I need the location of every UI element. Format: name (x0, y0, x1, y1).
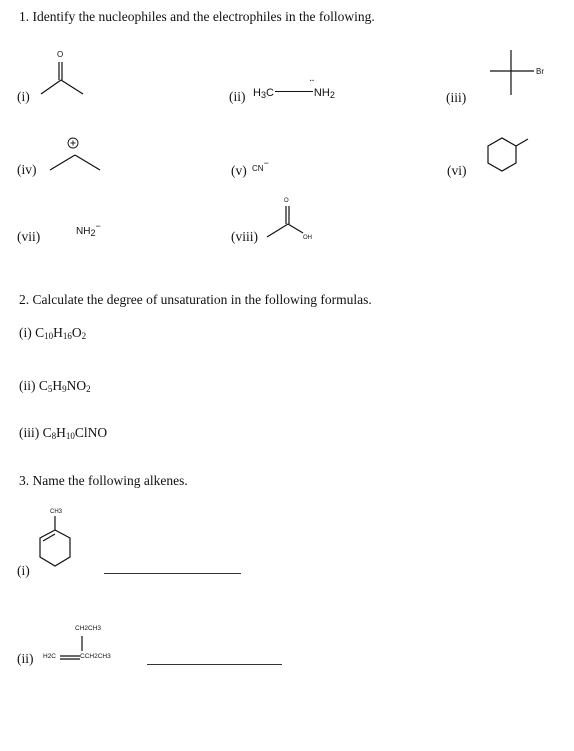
alkene-ii-structure (60, 636, 82, 659)
acetone-structure (41, 50, 83, 94)
hydroxyl-group: OH (303, 235, 312, 241)
ethyl-branch: CH2CH3 (75, 625, 102, 632)
q1-item-iii-label: (iii) (446, 90, 467, 105)
answer-blank-ii[interactable] (147, 664, 282, 665)
q1-item-ii-label: (ii) (229, 89, 246, 104)
q2-item-ii: (ii) $C_5H_9NO_2$ (19, 378, 91, 394)
question-2-title: 2. Calculate the degree of unsaturation in the following formulas. (19, 292, 372, 307)
amide-formula: $NH_2^-$ (76, 221, 101, 238)
bromine-atom: Br (536, 67, 544, 76)
q3-item-ii-label: (ii) (17, 651, 34, 666)
methylamine-formula: $H_3C$ $NH_2$ (253, 87, 335, 100)
q2-item-iii: (iii) $C_8H_{10}ClNO$ (19, 425, 108, 441)
cyclohexyl-structure (488, 138, 528, 171)
question-1-title: 1. Identify the nucleophiles and the electrophiles in the following. (19, 9, 375, 24)
q1-item-vii-label: (vii) (17, 229, 41, 244)
alkene-left-group: H2C (43, 653, 57, 660)
q1-item-v-label: (v) (231, 163, 247, 178)
answer-blank-i[interactable] (104, 573, 241, 574)
q1-item-i-label: (i) (17, 89, 30, 104)
ketone-oxygen: O (57, 50, 64, 59)
q2-item-i: (i) $C_{10}H_{16}O_2$ (19, 325, 87, 341)
carbocation-structure (50, 138, 100, 170)
lone-pair-dots: ·· (309, 76, 314, 87)
q1-item-iv-label: (iv) (17, 162, 37, 177)
q1-item-vi-label: (vi) (447, 163, 467, 178)
q1-item-viii-label: (viii) (231, 229, 258, 244)
methyl-substituent: CH3 (50, 509, 63, 515)
question-3-title: 3. Name the following alkenes. (19, 473, 188, 488)
carboxylic-acid-structure (267, 198, 312, 241)
methylcyclohexene-structure (40, 509, 70, 566)
acid-carbonyl-oxygen: O (284, 198, 289, 204)
alkene-right-group: CCH2CH3 (80, 653, 111, 660)
q3-item-i-label: (i) (17, 563, 30, 578)
tert-butyl-bromide-structure (490, 50, 544, 95)
cyanide-formula: CN− (252, 158, 269, 173)
